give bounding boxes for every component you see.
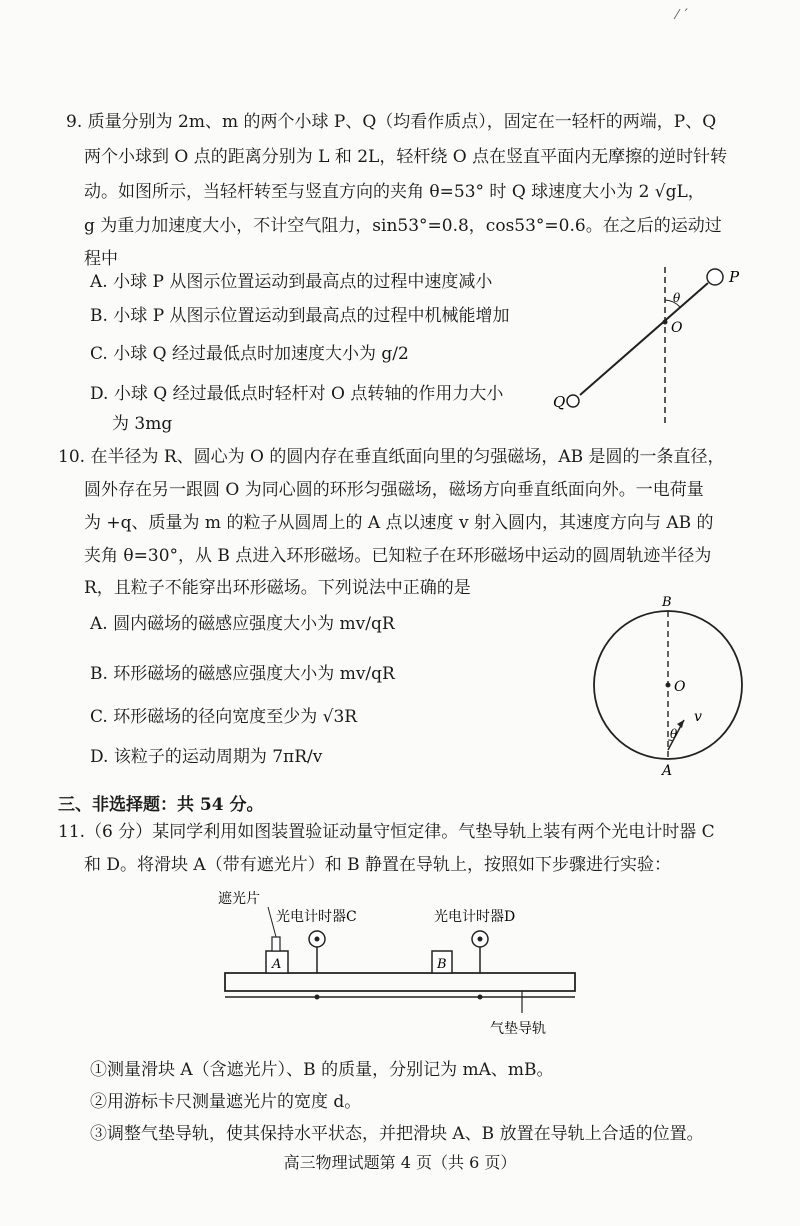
q9-option-c: C. 小球 Q 经过最低点时加速度大小为 g/2 (90, 344, 409, 364)
ball-q (567, 395, 579, 407)
rail-label: 气垫导轨 (490, 1021, 546, 1037)
q10-option-b: B. 环形磁场的磁感应强度大小为 mv/qR (90, 664, 395, 684)
pivot-o (663, 320, 668, 325)
q9-option-b: B. 小球 P 从图示位置运动到最高点的过程中机械能增加 (90, 306, 510, 326)
scan-mark: ⁄ ˊ (676, 8, 689, 23)
shade-label: 遮光片 (218, 891, 260, 907)
velocity-arrowhead (677, 720, 684, 728)
q11-line-1: 11.（6 分）某同学利用如图装置验证动量守恒定律。气垫导轨上装有两个光电计时器 C (58, 822, 715, 842)
shade-pointer (268, 907, 276, 937)
block-a-label: A (272, 957, 282, 972)
label-p: P (729, 268, 740, 286)
q10-line-4: 夹角 θ=30°，从 B 点进入环形磁场。已知粒子在环形磁场中运动的圆周轨迹半径为 (84, 546, 712, 566)
q9-line-4: g 为重力加速度大小，不计空气阻力，sin53°=0.8，cos53°=0.6。在之后的运动过 (84, 216, 722, 236)
q9-line-1: 9. 质量分别为 2m、m 的两个小球 P、Q（均看作质点），固定在一轻杆的两端，P、Q (66, 112, 717, 132)
q10-line-2: 圆外存在另一跟圆 O 为同心圆的环形匀强磁场，磁场方向垂直纸面向外。一电荷量 (84, 480, 704, 500)
q9-line-5: 程中 (84, 249, 118, 269)
q9-line-2: 两个小球到 O 点的距离分别为 L 和 2L，轻杆绕 O 点在竖直平面内无摩擦的逆时针转 (84, 147, 728, 167)
label-o: O (674, 679, 686, 695)
q10-option-c: C. 环形磁场的径向宽度至少为 √3R (90, 707, 358, 727)
q10-option-d: D. 该粒子的运动周期为 7πR/v (90, 747, 323, 767)
gate-d-label: 光电计时器D (434, 909, 516, 925)
label-theta: θ (673, 291, 681, 305)
block-b-label: B (437, 957, 447, 972)
q11-step-3: ③调整气垫导轨，使其保持水平状态，并把滑块 A、B 放置在导轨上合适的位置。 (90, 1124, 704, 1144)
rail-top (225, 973, 575, 991)
label-v: v (694, 709, 702, 725)
q11-line-2: 和 D。将滑块 A（带有遮光片）和 B 静置在导轨上，按照如下步骤进行实验： (84, 855, 672, 875)
q9-rod-figure (545, 262, 765, 432)
q9-option-d-cont: 为 3mg (112, 414, 173, 434)
q9-option-a: A. 小球 P 从图示位置运动到最高点的过程中速度减小 (90, 272, 493, 292)
q10-line-5: R，且粒子不能穿出环形磁场。下列说法中正确的是 (84, 578, 471, 598)
shade-plate (272, 937, 280, 951)
section-3-heading: 三、非选择题：共 54 分。 (58, 795, 264, 815)
q11-step-2: ②用游标卡尺测量遮光片的宽度 d。 (90, 1092, 362, 1112)
label-o: O (671, 320, 683, 336)
q10-line-1: 10. 在半径为 R、圆心为 O 的圆内存在垂直纸面向里的匀强磁场，AB 是圆的一条直径， (58, 447, 725, 467)
label-theta: θ (670, 727, 678, 741)
ball-p (707, 269, 723, 285)
label-b: B (662, 595, 672, 610)
q9-line-3: 动。如图所示，当轻杆转至与竖直方向的夹角 θ=53° 时 Q 球速度大小为 2 √gL， (84, 182, 705, 202)
label-q: Q (553, 393, 566, 411)
gate-c-label: 光电计时器C (276, 909, 357, 925)
air-track-figure (210, 885, 590, 1045)
q10-line-3: 为 +q、质量为 m 的粒子从圆周上的 A 点以速度 v 射入圆内，其速度方向与 AB 的 (84, 513, 714, 533)
center-o (666, 683, 671, 688)
q10-circle-figure (590, 590, 750, 780)
rod (580, 283, 708, 395)
q10-option-a: A. 圆内磁场的磁感应强度大小为 mv/qR (90, 614, 395, 634)
label-a: A (662, 763, 673, 779)
q9-option-d: D. 小球 Q 经过最低点时轻杆对 O 点转轴的作用力大小 (90, 384, 504, 404)
q11-step-1: ①测量滑块 A（含遮光片）、B 的质量，分别记为 mA、mB。 (90, 1060, 554, 1080)
page-footer: 高三物理试题第 4 页（共 6 页） (283, 1153, 517, 1172)
